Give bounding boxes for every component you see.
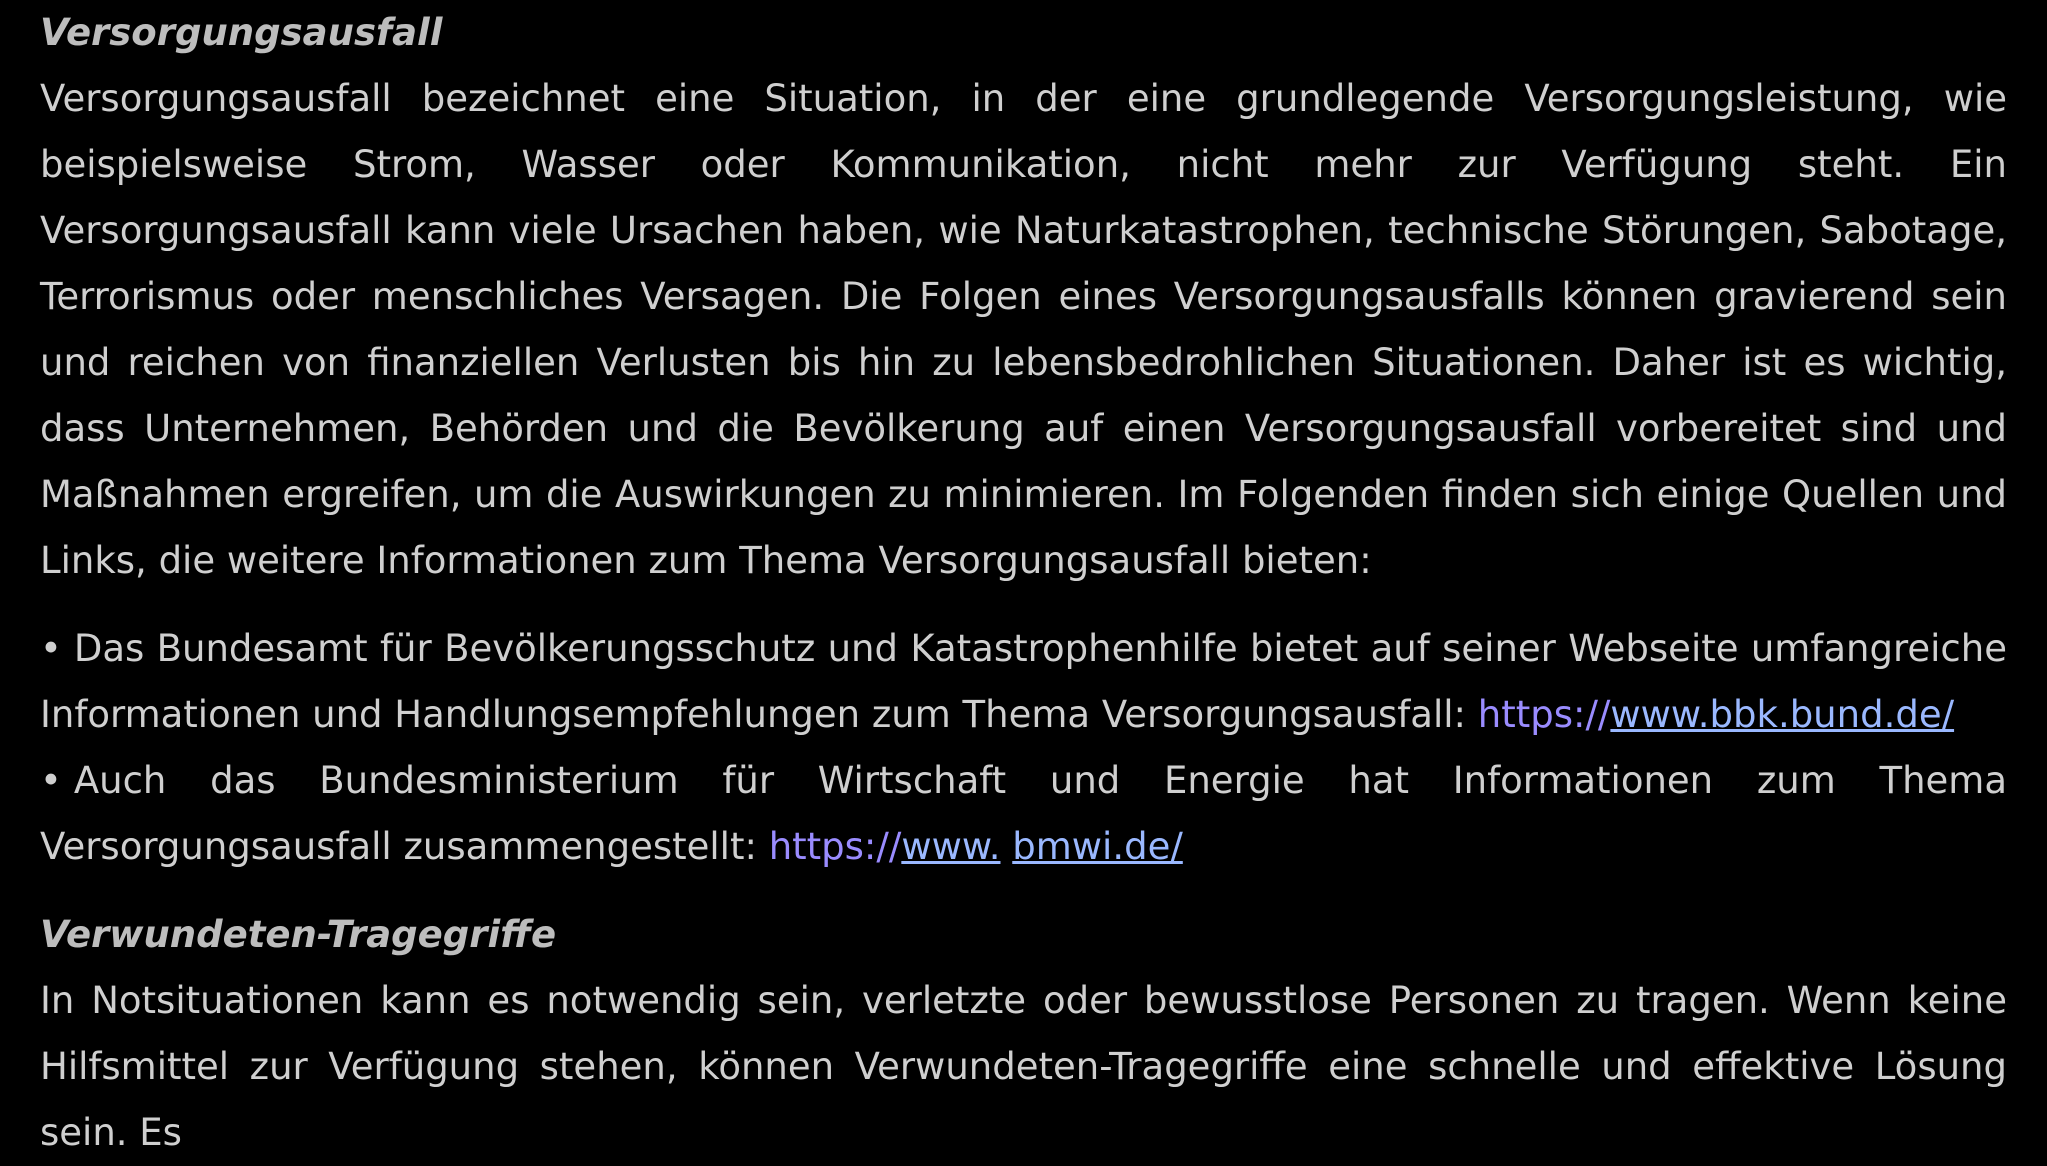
section-heading: Verwundeten-Tragegriffe [40,913,557,956]
section-heading: Versorgungsausfall [40,11,443,54]
source-list [40,616,2007,880]
document-page [40,0,2007,1166]
bullet-icon: • [40,759,62,802]
section-paragraph: In Notsituationen kann es notwendig sein, verletzte oder bewusstlose Personen zu tragen. Wenn keine Hilfsmittel zur Verfügung stehen, können Verwundeten-Tragegriffe eine schnelle und effektive Lösung sein. Es [40,979,2007,1154]
bmwi-link-part-1[interactable]: www. [901,825,1001,868]
list-item-text: Das Bundesamt für Bevölkerungsschutz und Katastrophenhilfe bietet auf seiner Webseite umfangreiche Informationen und Handlungsempfehlungen zum Thema Versorgungsausfall: [40,627,2007,736]
bbk-link[interactable]: www.bbk.bund.de/ [1610,693,1955,736]
list-item [40,748,2007,880]
bullet-icon: • [40,627,62,670]
section-verwundeten-tragegriffe [40,902,2007,1166]
list-item [40,616,2007,748]
section-versorgungsausfall [40,0,2007,880]
link-prefix[interactable]: https:// [768,825,902,868]
bmwi-link-part-2[interactable]: bmwi.de/ [1012,825,1183,868]
link-prefix[interactable]: https:// [1477,693,1611,736]
section-paragraph: Versorgungsausfall bezeichnet eine Situation, in der eine grundlegende Versorgungsleistung, wie beispielsweise Strom, Wasser oder Kommunikation, nicht mehr zur Verfügung steht. Ein Versorgungsausfall kann viele Ursachen haben, wie Naturkatastrophen, technische Störungen, Sabotage, Terrorismus oder menschliches Versagen. Die Folgen eines Versorgungsausfalls können gravierend sein und reichen von finanziellen Verlusten bis hin zu lebensbedrohlichen Situationen. Daher ist es wichtig, dass Unternehmen, Behörden und die Bevölkerung auf einen Versorgungsausfall vorbereitet sind und Maßnahmen ergreifen, um die Auswirkungen zu minimieren. Im Folgenden finden sich einige Quellen und Links, die weitere Informationen zum Thema Versorgungsausfall bieten: [40,77,2007,582]
list-item-text: Auch das Bundesministerium für Wirtschaft und Energie hat Informationen zum Thema Versorgungsausfall zusammengestellt: [40,759,2007,868]
